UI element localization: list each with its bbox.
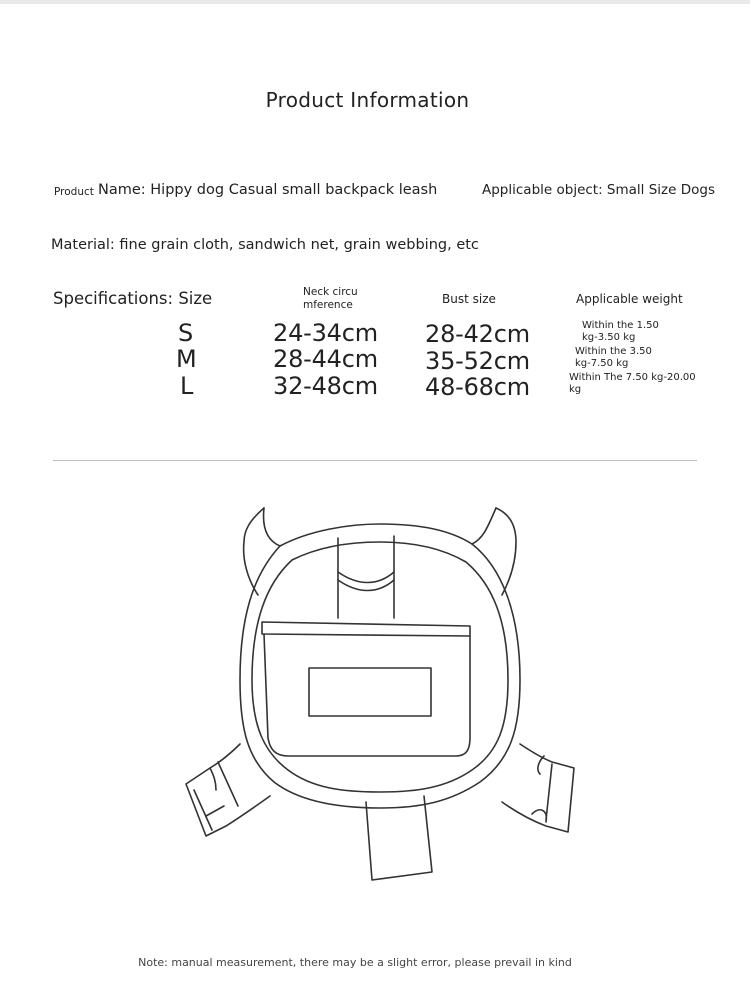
applicable-object: Applicable object: Small Size Dogs [482, 182, 715, 198]
spec-header-label: Specifications: Size [53, 289, 213, 308]
bust-s: 28-42cm [425, 320, 530, 348]
neck-column-header: Neck circu mference [303, 286, 358, 311]
neck-s: 24-34cm [273, 319, 378, 347]
size-m: M [176, 345, 197, 373]
size-l: L [180, 372, 194, 400]
measurement-note: Note: manual measurement, there may be a slight error, please prevail in kind [138, 956, 572, 969]
bust-column-header: Bust size [442, 292, 496, 306]
neck-m: 28-44cm [273, 345, 378, 373]
section-divider [53, 460, 697, 461]
weight-m: Within the 3.50 kg-7.50 kg [575, 346, 652, 368]
top-bar [0, 0, 750, 4]
weight-l: Within The 7.50 kg-20.00 kg [569, 372, 696, 395]
backpack-harness-illustration [180, 500, 580, 890]
material-text: Material: fine grain cloth, sandwich net, grain webbing, etc [51, 237, 479, 253]
bust-m: 35-52cm [425, 347, 530, 375]
neck-l: 32-48cm [273, 372, 378, 400]
bust-l: 48-68cm [425, 373, 530, 401]
size-s: S [178, 319, 194, 347]
product-name: Name: Hippy dog Casual small backpack leash [98, 182, 438, 198]
weight-s: Within the 1.50 kg-3.50 kg [582, 320, 659, 343]
page-title: Product Information [265, 88, 470, 112]
weight-column-header: Applicable weight [576, 292, 683, 306]
product-name-prefix: Product [54, 186, 94, 198]
